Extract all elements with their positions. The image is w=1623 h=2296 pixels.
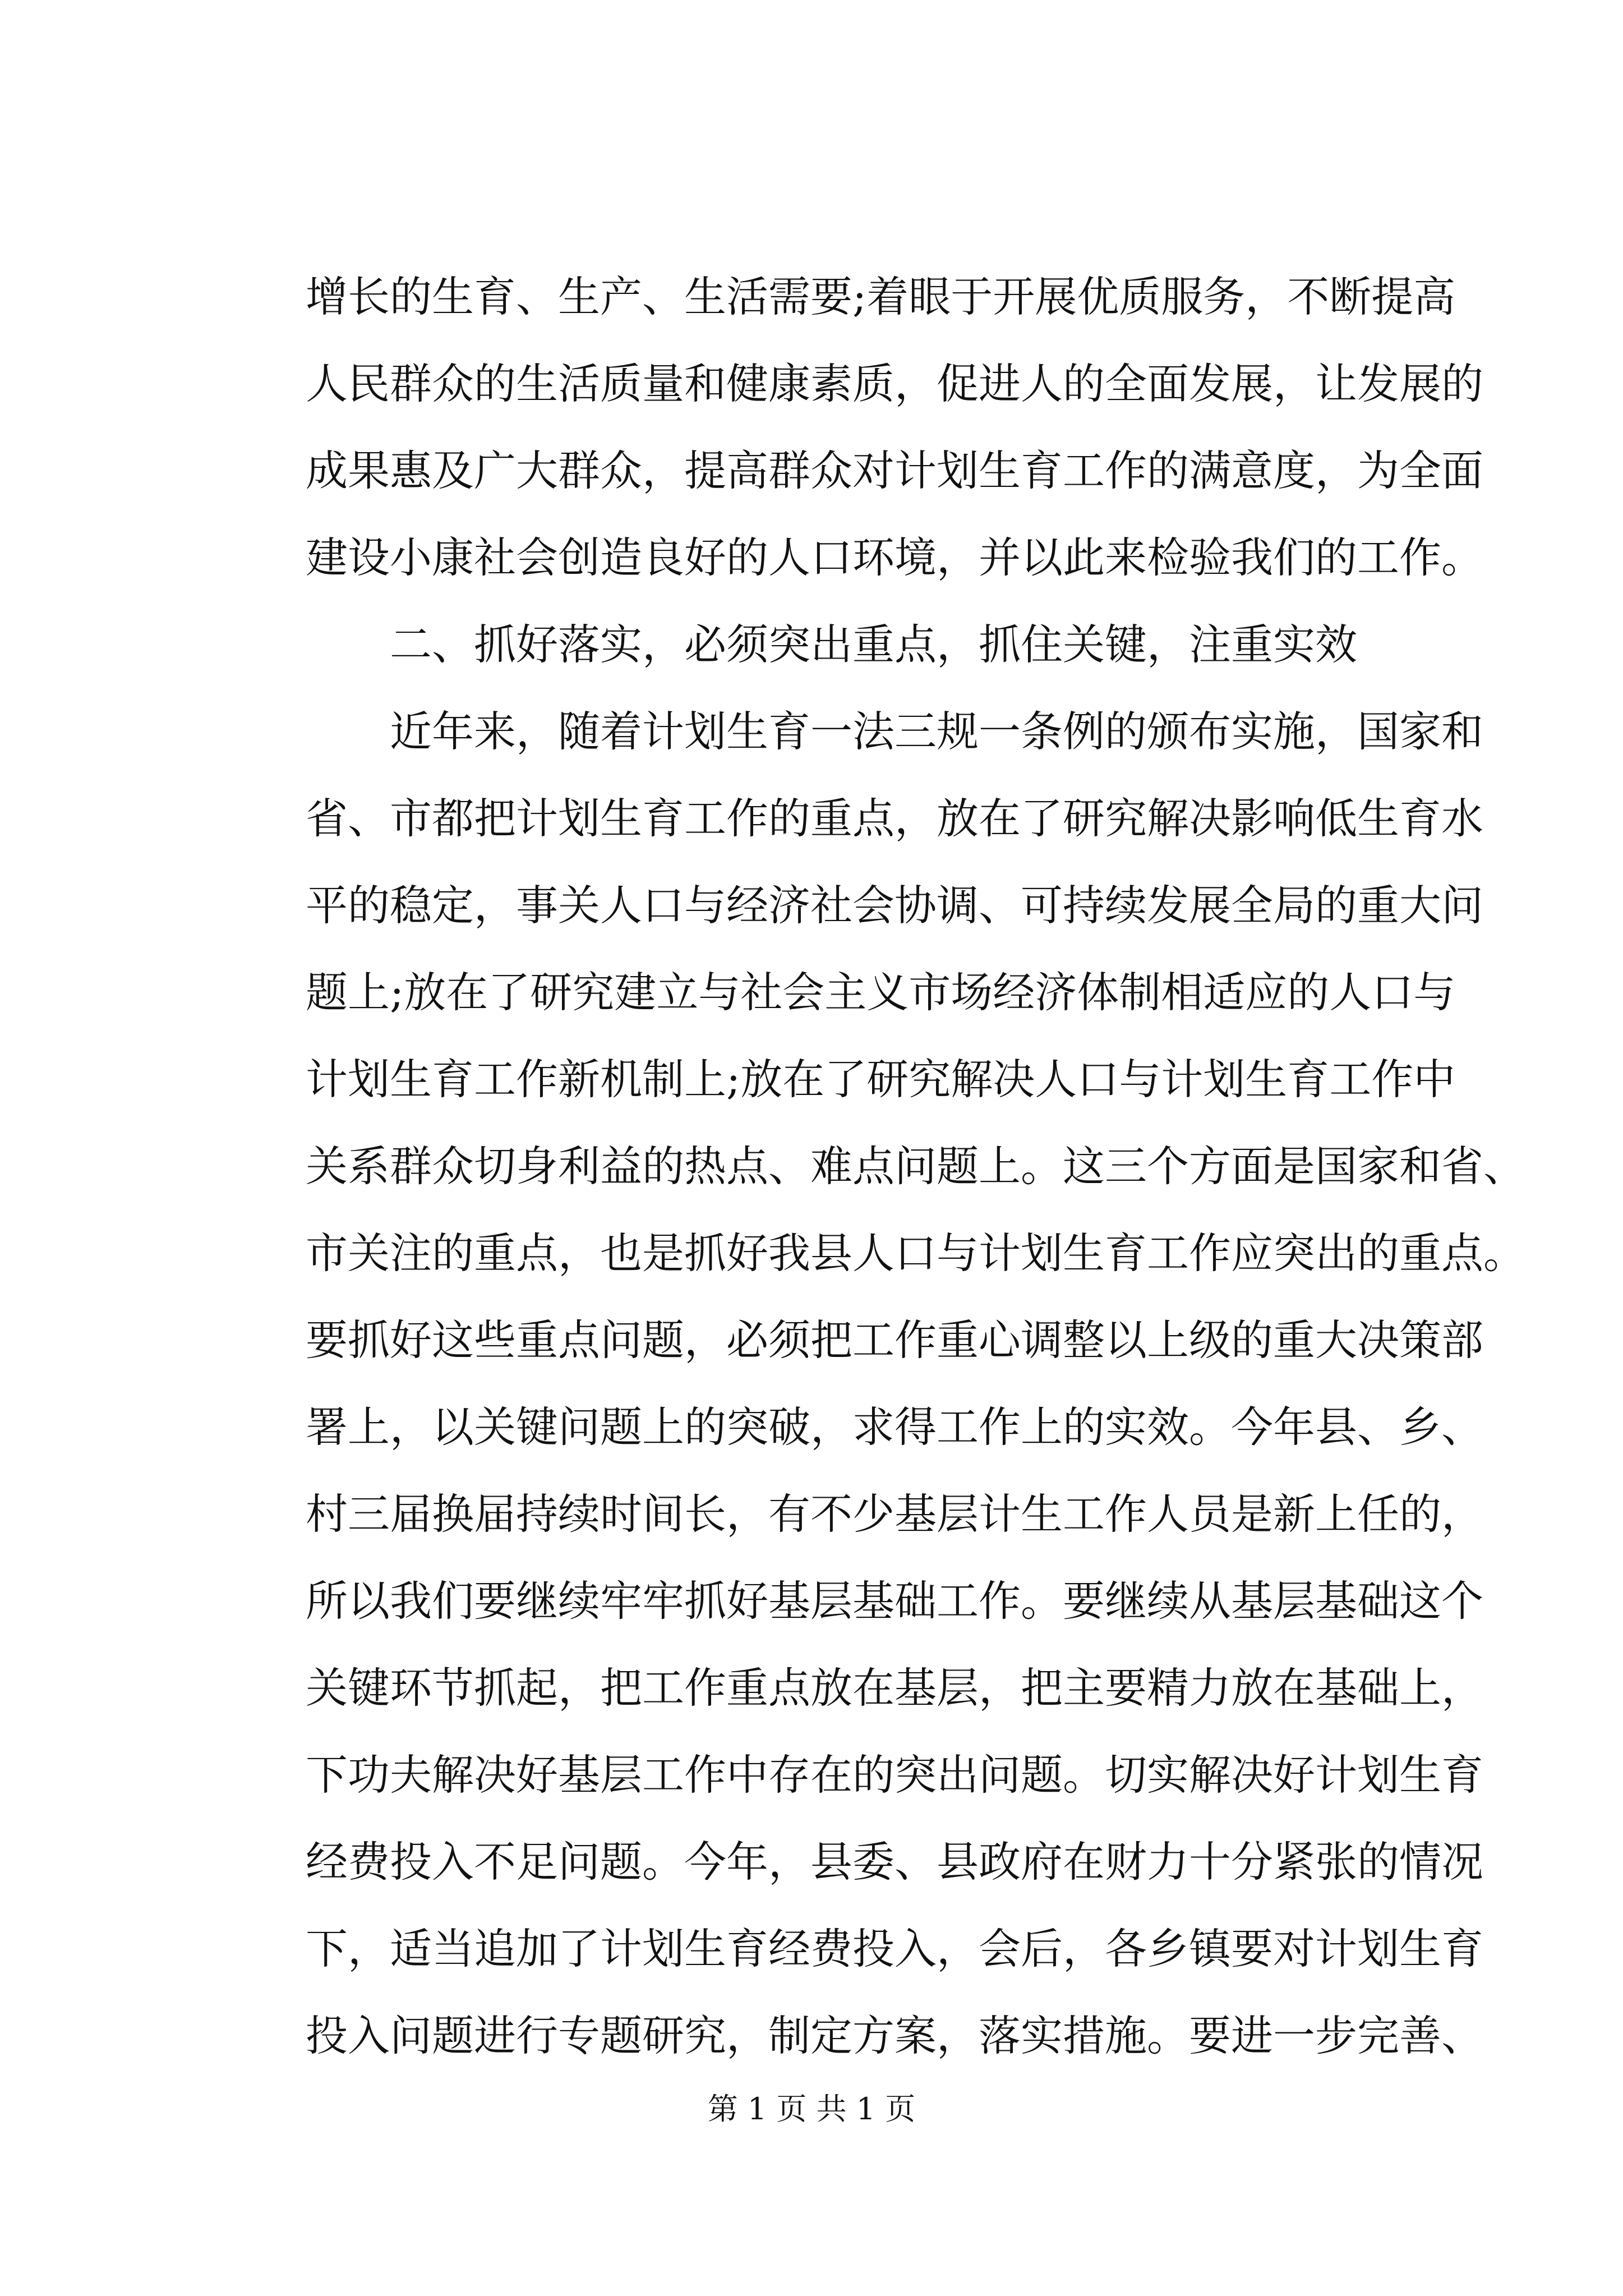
page-footer — [0, 2087, 1623, 2132]
body-line-4: 建设小康社会创造良好的人口环境，并以此来检验我们的工作。 — [306, 533, 1484, 582]
body-line-12: 市关注的重点，也是抓好我县人口与计划生育工作应突出的重点。 — [306, 1228, 1526, 1278]
body-line-9: 题上;放在了研究建立与社会主义市场经济体制相适应的人口与 — [306, 968, 1456, 1017]
body-line-13: 要抓好这些重点问题，必须把工作重心调整以上级的重大决策部 — [306, 1315, 1484, 1365]
section-heading: 二、抓好落实，必须突出重点，抓住关键，注重实效 — [390, 620, 1358, 669]
body-line-11: 关系群众切身利益的热点、难点问题上。这三个方面是国家和省、 — [306, 1142, 1526, 1191]
body-line-19: 经费投入不足问题。今年，县委、县政府在财力十分紧张的情况 — [306, 1837, 1484, 1887]
body-line-15: 村三届换届持续时间长，有不少基层计生工作人员是新上任的， — [306, 1489, 1484, 1539]
body-line-21: 投入问题进行专题研究，制定方案，落实措施。要进一步完善、 — [306, 2011, 1484, 2060]
body-line-18: 下功夫解决好基层工作中存在的突出问题。切实解决好计划生育 — [306, 1750, 1484, 1800]
body-line-16: 所以我们要继续牢牢抓好基层基础工作。要继续从基层基础这个 — [306, 1576, 1484, 1626]
body-line-14: 署上，以关键问题上的突破，求得工作上的实效。今年县、乡、 — [306, 1402, 1484, 1452]
body-line-17: 关键环节抓起，把工作重点放在基层，把主要精力放在基础上， — [306, 1663, 1484, 1713]
document-body — [306, 254, 1526, 2079]
page-number-text: 第 1 页 共 1 页 — [707, 2091, 916, 2127]
body-line-20: 下，适当追加了计划生育经费投入，会后，各乡镇要对计划生育 — [306, 1924, 1484, 1973]
body-line-2: 人民群众的生活质量和健康素质，促进人的全面发展，让发展的 — [306, 359, 1484, 408]
body-line-7: 省、市都把计划生育工作的重点，放在了研究解决影响低生育水 — [306, 794, 1484, 843]
body-line-3: 成果惠及广大群众，提高群众对计划生育工作的满意度，为全面 — [306, 446, 1484, 495]
body-line-1: 增长的生育、生产、生活需要;着眼于开展优质服务，不断提高 — [306, 272, 1456, 321]
body-line-6: 近年来，随着计划生育一法三规一条例的颁布实施，国家和 — [390, 707, 1484, 756]
body-line-8: 平的稳定，事关人口与经济社会协调、可持续发展全局的重大问 — [306, 881, 1484, 930]
body-line-10: 计划生育工作新机制上;放在了研究解决人口与计划生育工作中 — [306, 1055, 1456, 1104]
